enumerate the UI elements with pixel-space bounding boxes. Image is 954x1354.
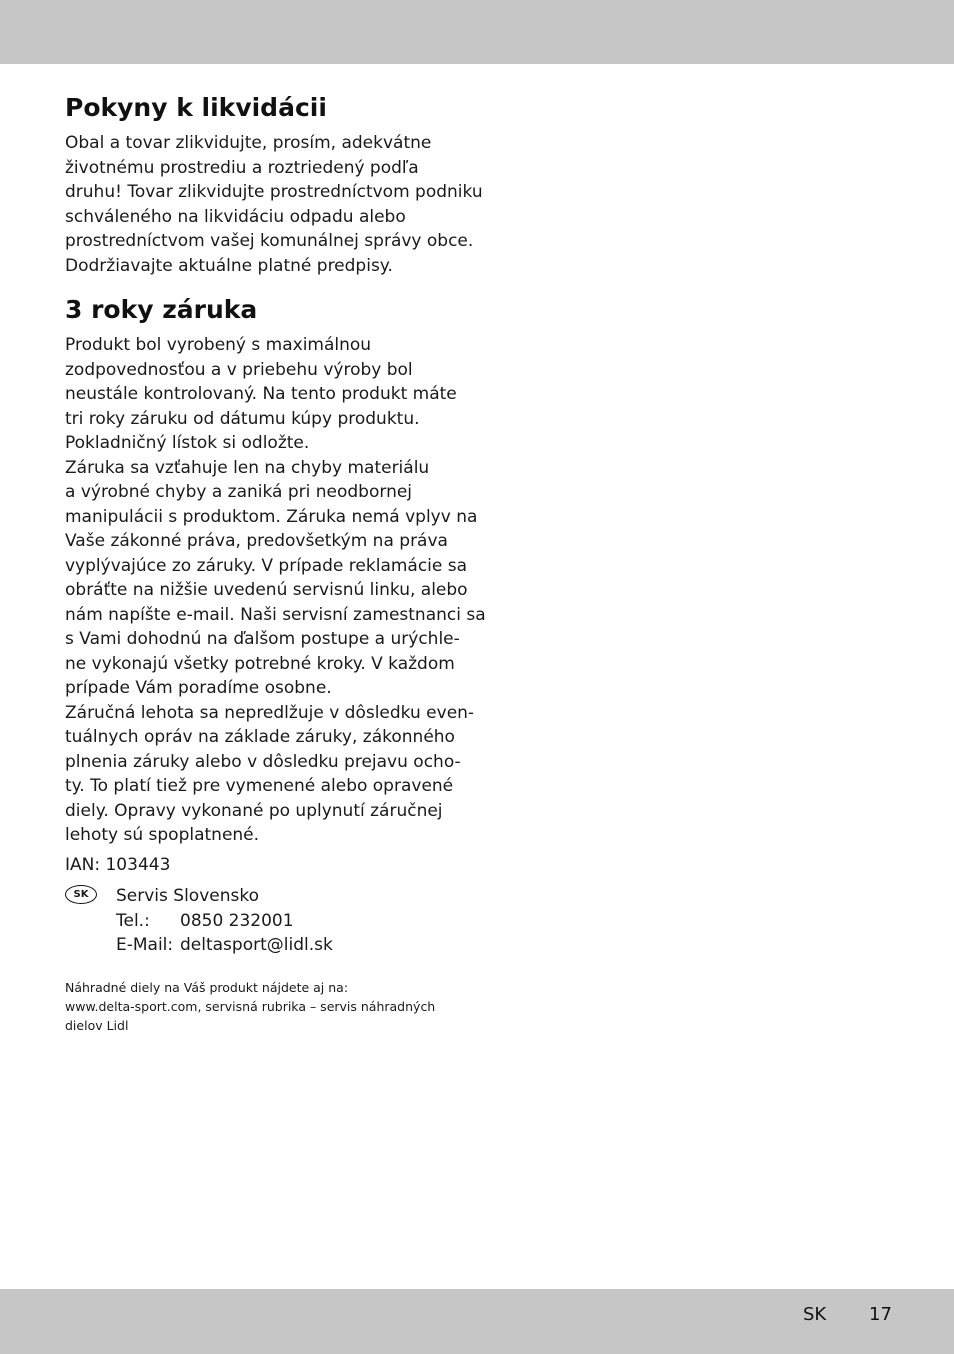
text-line: prípade Vám poradíme osobne. [65, 678, 332, 698]
text-line: tri roky záruku od dátumu kúpy produktu. [65, 408, 420, 429]
service-lines [116, 884, 333, 958]
text-line: diely. Opravy vykonané po uplynutí záručnej [65, 800, 443, 821]
text-line: tuálnych opráv na základe záruky, zákonného [65, 727, 455, 747]
header-band [0, 0, 954, 64]
text-line: nám napíšte e-mail. Naši servisní zamestnanci sa [65, 604, 486, 625]
tel-label: Tel.: [116, 910, 150, 931]
text-line: Vaše zákonné práva, predovšetkým na práva [65, 531, 448, 551]
text-line: lehoty sú spoplatnené. [65, 825, 260, 845]
service-tel-row [116, 909, 333, 934]
text-line: manipulácii s produktom. Záruka nemá vplyv na [65, 506, 478, 527]
ian-number: IAN: 103443 [65, 854, 171, 875]
footnote-line: www.delta-sport.com, servisná rubrika – servis náhradných [65, 999, 436, 1014]
service-email-row [116, 933, 333, 958]
disposal-paragraph [65, 131, 483, 278]
text-line: ty. To platí tiež pre vymenené alebo opravené [65, 776, 454, 796]
service-contact [65, 884, 465, 958]
text-line: Záruka sa vzťahuje len na chyby materiálu [65, 457, 430, 478]
email-value: deltasport@lidl.sk [180, 935, 333, 955]
text-line: a výrobné chyby a zaniká pri neodbornej [65, 482, 413, 502]
text-line: druhu! Tovar zlikvidujte prostredníctvom podniku [65, 182, 483, 202]
text-line: životnému prostrediu a roztriedený podľa [65, 157, 419, 178]
text-line: plnenia záruky alebo v dôsledku prejavu ocho- [65, 751, 461, 772]
spare-parts-note [65, 978, 465, 1035]
text-line: Obal a tovar zlikvidujte, prosím, adekvátne [65, 133, 432, 153]
page-content [65, 91, 486, 1035]
text-line: Dodržiavajte aktuálne platné predpisy. [65, 255, 393, 276]
text-line: ne vykonajú všetky potrebné kroky. V každom [65, 653, 455, 674]
page-number: 17 [869, 1304, 892, 1325]
tel-value: 0850 232001 [180, 910, 294, 931]
text-line: obráťte na nižšie uvedenú servisnú linku, alebo [65, 580, 468, 600]
text-line: neustále kontrolovaný. Na tento produkt máte [65, 384, 457, 404]
footnote-line: Náhradné diely na Váš produkt nájdete aj na: [65, 980, 349, 995]
text-line: vyplývajúce zo záruky. V prípade reklamácie sa [65, 555, 468, 576]
text-line: Záručná lehota sa nepredlžuje v dôsledku even- [65, 702, 475, 723]
warranty-paragraph [65, 333, 486, 848]
text-line: zodpovednosťou a v priebehu výroby bol [65, 359, 413, 380]
email-label: E-Mail: [116, 935, 174, 955]
footer-language-code: SK [803, 1304, 827, 1325]
text-line: Pokladničný lístok si odložte. [65, 433, 310, 453]
text-line: s Vami dohodnú na ďalšom postupe a urýchle- [65, 629, 460, 649]
text-line: Produkt bol vyrobený s maximálnou [65, 335, 372, 355]
country-badge-icon: SK [65, 885, 97, 904]
service-name: Servis Slovensko [116, 886, 259, 906]
warranty-heading: 3 roky záruka [65, 295, 258, 324]
text-line: prostredníctvom vašej komunálnej správy obce. [65, 231, 474, 251]
disposal-heading: Pokyny k likvidácii [65, 93, 327, 122]
text-line: schváleného na likvidáciu odpadu alebo [65, 206, 406, 227]
footnote-line: dielov Lidl [65, 1018, 129, 1033]
